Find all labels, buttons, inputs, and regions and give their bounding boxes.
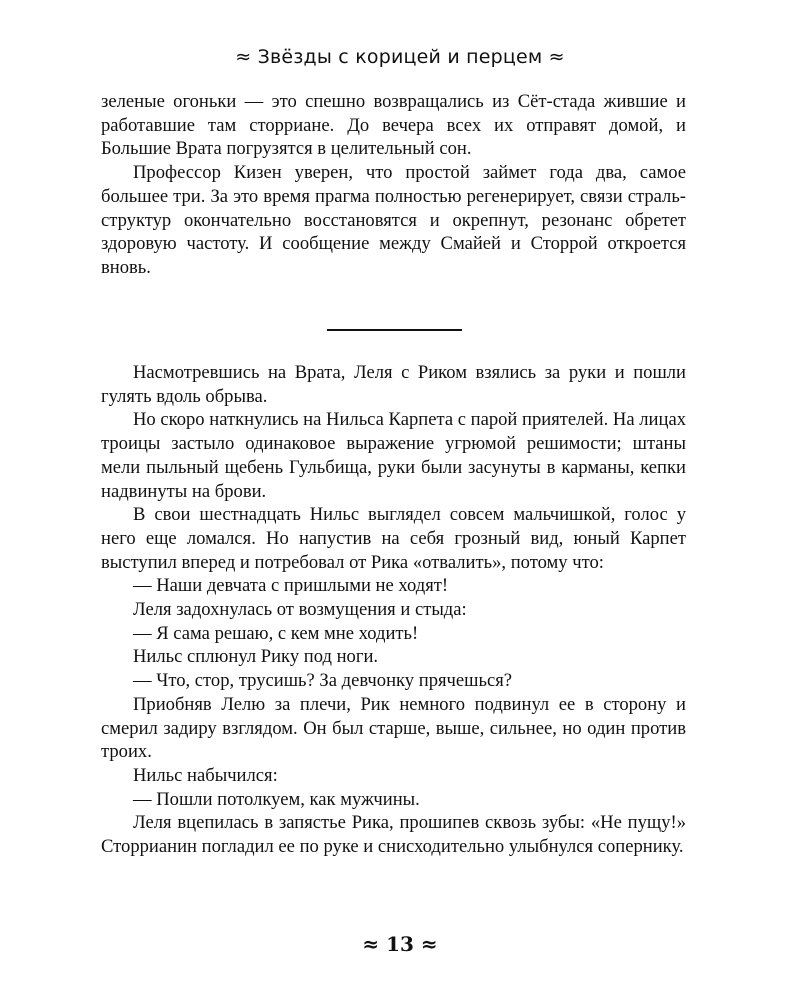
dialogue-line: — Я сама решаю, с кем мне ходить! bbox=[133, 622, 419, 644]
dialogue-line: — Наши девчата с пришлыми не ходят! bbox=[133, 575, 449, 597]
dialogue-line: — Пошли потолкуем, как мужчины. bbox=[133, 788, 420, 810]
paragraph: Леля задохнулась от возмущения и стыда: bbox=[133, 599, 467, 621]
paragraph: Нильс набычился: bbox=[133, 764, 278, 786]
dialogue-line: — Что, стор, трусишь? За девчонку прячешься? bbox=[133, 670, 513, 692]
text-block-after-break bbox=[101, 361, 686, 859]
paragraph: Нильс сплюнул Рику под ноги. bbox=[133, 646, 379, 668]
running-header: ≈ Звёзды с корицей и перцем ≈ bbox=[235, 46, 565, 68]
paragraph: Насмотревшись на Врата, Леля с Риком взялись за руки и пошли гулять вдоль обрыва. bbox=[101, 362, 686, 407]
section-break-rule bbox=[327, 329, 462, 331]
page-number: ≈ 13 ≈ bbox=[362, 932, 438, 956]
text-block-before-break bbox=[101, 90, 686, 280]
paragraph: зеленые огоньки — это спешно возвращались из Сёт-стада жившие и работавшие там сторриане. До вечера всех их отправят домой, и Большие Врата погрузятся в целительный сон. bbox=[101, 91, 686, 160]
paragraph: В свои шестнадцать Нильс выглядел совсем мальчишкой, голос у него еще ломался. Но напустив на себя грозный вид, юный Карпет выступил вперед и потребовал от Рика «отвалить», потому что: bbox=[101, 504, 686, 573]
paragraph: Профессор Кизен уверен, что простой займет года два, самое большее три. За это время прагма полностью регенерирует, связи страль-структур окончательно восстановятся и окрепнут, резонанс обретет здоровую частоту. И сообщение между Смайей и Сторрой откроется вновь. bbox=[101, 162, 686, 278]
paragraph: Но скоро наткнулись на Нильса Карпета с парой приятелей. На лицах троицы застыло одинаковое выражение угрюмой решимости; штаны мели пыльный щебень Гульбища, руки были засунуты в карманы, кепки надвинуты на брови. bbox=[101, 409, 686, 502]
paragraph: Леля вцепилась в запястье Рика, прошипев сквозь зубы: «Не пущу!» Сторрианин погладил ее по руке и снисходительно улыбнулся сопернику. bbox=[101, 812, 686, 858]
paragraph: Приобняв Лелю за плечи, Рик немного подвинул ее в сторону и смерил задиру взглядом. Он был старше, выше, сильнее, но один против троих. bbox=[101, 693, 686, 763]
